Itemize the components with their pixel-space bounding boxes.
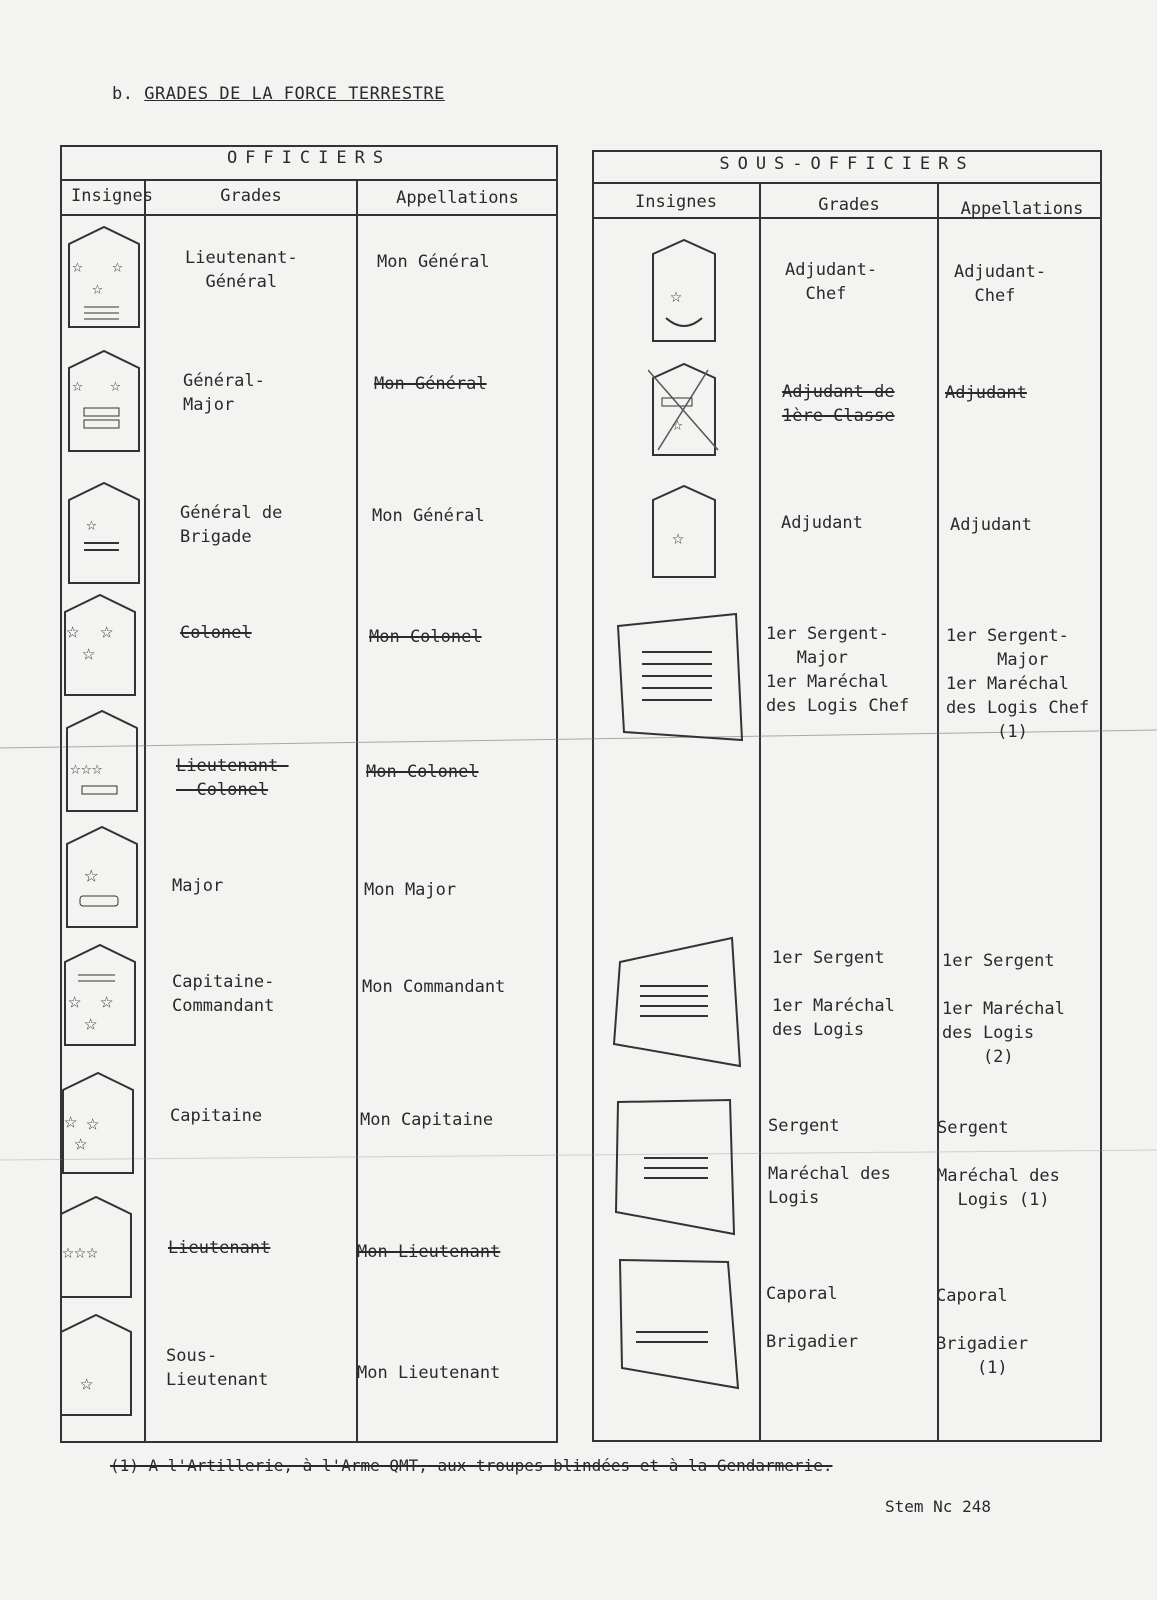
svg-text:☆: ☆ bbox=[72, 256, 83, 277]
grade-lieutenant: Lieutenant bbox=[168, 1238, 271, 1258]
so-appellation-1er-sergent-major: 1er Sergent- Major 1er Maréchal des Logis Chef (1) bbox=[946, 626, 1090, 742]
svg-text:☆: ☆ bbox=[86, 1111, 100, 1136]
svg-text:☆: ☆ bbox=[72, 375, 83, 396]
one-star-icon bbox=[648, 482, 720, 582]
so-appellation-adjudant-1ere-classe: Adjudant bbox=[945, 383, 1027, 403]
svg-text:☆: ☆ bbox=[82, 641, 96, 666]
svg-text:☆: ☆ bbox=[112, 256, 123, 277]
svg-text:☆: ☆ bbox=[66, 619, 80, 644]
svg-text:☆: ☆ bbox=[100, 989, 114, 1014]
grade-sous-lieutenant: Sous- Lieutenant bbox=[166, 1346, 269, 1390]
two-stars-icon bbox=[56, 1192, 136, 1302]
svg-text:☆: ☆ bbox=[100, 619, 114, 644]
appellation-general-de-brigade: Mon Général bbox=[372, 506, 485, 526]
so-grade-caporal: Caporal Brigadier bbox=[766, 1284, 859, 1352]
three-chevrons-icon bbox=[610, 1094, 740, 1240]
svg-text:☆: ☆ bbox=[74, 1131, 88, 1156]
svg-text:☆: ☆ bbox=[80, 1371, 94, 1396]
svg-text:☆: ☆ bbox=[68, 989, 82, 1014]
grade-lieutenant-general: Lieutenant- Général bbox=[185, 248, 298, 292]
so-appellation-adjudant: Adjudant bbox=[950, 515, 1032, 535]
officiers-col-grades: Grades bbox=[220, 186, 282, 206]
so-appellation-adjudant-chef: Adjudant- Chef bbox=[954, 262, 1047, 306]
grade-major: Major bbox=[172, 876, 224, 896]
one-star-icon bbox=[56, 1310, 136, 1420]
so-col-appellations: Appellations bbox=[960, 199, 1084, 219]
two-stars-bar-icon bbox=[62, 706, 142, 816]
appellation-sous-lieutenant: Mon Lieutenant bbox=[357, 1363, 501, 1383]
so-col-grades: Grades bbox=[818, 195, 880, 215]
grade-colonel: Colonel bbox=[180, 623, 252, 643]
so-col-insignes: Insignes bbox=[635, 192, 717, 212]
section-prefix: b. bbox=[112, 84, 134, 104]
one-star-bar-icon bbox=[62, 822, 142, 932]
appellation-capitaine: Mon Capitaine bbox=[360, 1110, 494, 1130]
appellation-lieutenant: Mon Lieutenant bbox=[357, 1242, 501, 1262]
four-chevrons-icon bbox=[606, 932, 742, 1072]
star-laurel-icon bbox=[648, 236, 720, 346]
section-title: GRADES DE LA FORCE TERRESTRE bbox=[144, 84, 445, 104]
three-stars-cluster-icon bbox=[58, 1068, 138, 1178]
so-grade-1er-sergent: 1er Sergent 1er Maréchal des Logis bbox=[772, 948, 895, 1040]
appellation-general-major: Mon Général bbox=[374, 374, 487, 394]
svg-text:☆: ☆ bbox=[84, 1011, 98, 1036]
officiers-col-insignes: Insignes bbox=[71, 186, 153, 206]
grade-general-major: Général- Major bbox=[183, 371, 265, 415]
so-grade-adjudant-chef: Adjudant- Chef bbox=[785, 260, 878, 304]
appellation-lieutenant-colonel: Mon Colonel bbox=[366, 762, 479, 782]
svg-text:☆: ☆ bbox=[92, 278, 103, 299]
so-appellation-caporal: Caporal Brigadier (1) bbox=[936, 1286, 1029, 1378]
appellation-major: Mon Major bbox=[364, 880, 457, 900]
three-stars-icon bbox=[60, 590, 140, 700]
svg-text:☆: ☆ bbox=[110, 375, 121, 396]
two-stars-two-bars-icon bbox=[64, 346, 144, 456]
three-stars-two-bars-icon bbox=[64, 222, 144, 332]
so-appellation-1er-sergent: 1er Sergent 1er Maréchal des Logis (2) bbox=[942, 951, 1065, 1067]
svg-text:☆: ☆ bbox=[64, 1109, 78, 1134]
grade-lieutenant-colonel: Lieutenant- Colonel bbox=[176, 756, 289, 800]
officiers-col-appellations: Appellations bbox=[396, 188, 519, 208]
svg-text:☆: ☆ bbox=[84, 860, 99, 888]
so-grade-sergent: Sergent Maréchal des Logis bbox=[768, 1116, 891, 1208]
two-chevrons-icon bbox=[612, 1256, 742, 1396]
appellation-lieutenant-general: Mon Général bbox=[377, 252, 490, 272]
sous-officiers-header: SOUS-OFFICIERS bbox=[719, 154, 975, 174]
svg-text:☆☆☆: ☆☆☆ bbox=[62, 1239, 99, 1263]
grade-general-de-brigade: Général de Brigade bbox=[180, 503, 283, 547]
five-chevrons-icon bbox=[608, 608, 744, 748]
officiers-header: OFFICIERS bbox=[226, 148, 392, 168]
three-stars-bar-icon bbox=[60, 940, 140, 1050]
grade-capitaine: Capitaine bbox=[170, 1106, 263, 1126]
so-grade-1er-sergent-major: 1er Sergent- Major 1er Maréchal des Logis Chef bbox=[766, 624, 910, 716]
appellation-capitaine-commandant: Mon Commandant bbox=[362, 977, 506, 997]
svg-text:☆: ☆ bbox=[672, 414, 683, 435]
appellation-colonel: Mon Colonel bbox=[369, 627, 482, 647]
svg-text:☆: ☆ bbox=[86, 514, 97, 535]
footnote: (1) A l'Artillerie, à l'Arme QMT, aux troupes blindées et à la Gendarmerie. bbox=[110, 1456, 833, 1475]
svg-text:☆: ☆ bbox=[670, 283, 683, 307]
so-grade-adjudant: Adjudant bbox=[781, 513, 863, 533]
star-bar-crossed-icon bbox=[648, 360, 720, 460]
svg-text:☆: ☆ bbox=[672, 525, 685, 549]
so-grade-adjudant-1ere-classe: Adjudant de 1ère Classe bbox=[782, 382, 895, 426]
one-star-two-bars-icon bbox=[64, 478, 144, 588]
document-stamp: Stem Nc 248 bbox=[885, 1497, 991, 1516]
svg-text:☆☆☆: ☆☆☆ bbox=[70, 758, 103, 779]
grade-capitaine-commandant: Capitaine- Commandant bbox=[172, 972, 275, 1016]
so-appellation-sergent: Sergent Maréchal des Logis (1) bbox=[937, 1118, 1060, 1210]
